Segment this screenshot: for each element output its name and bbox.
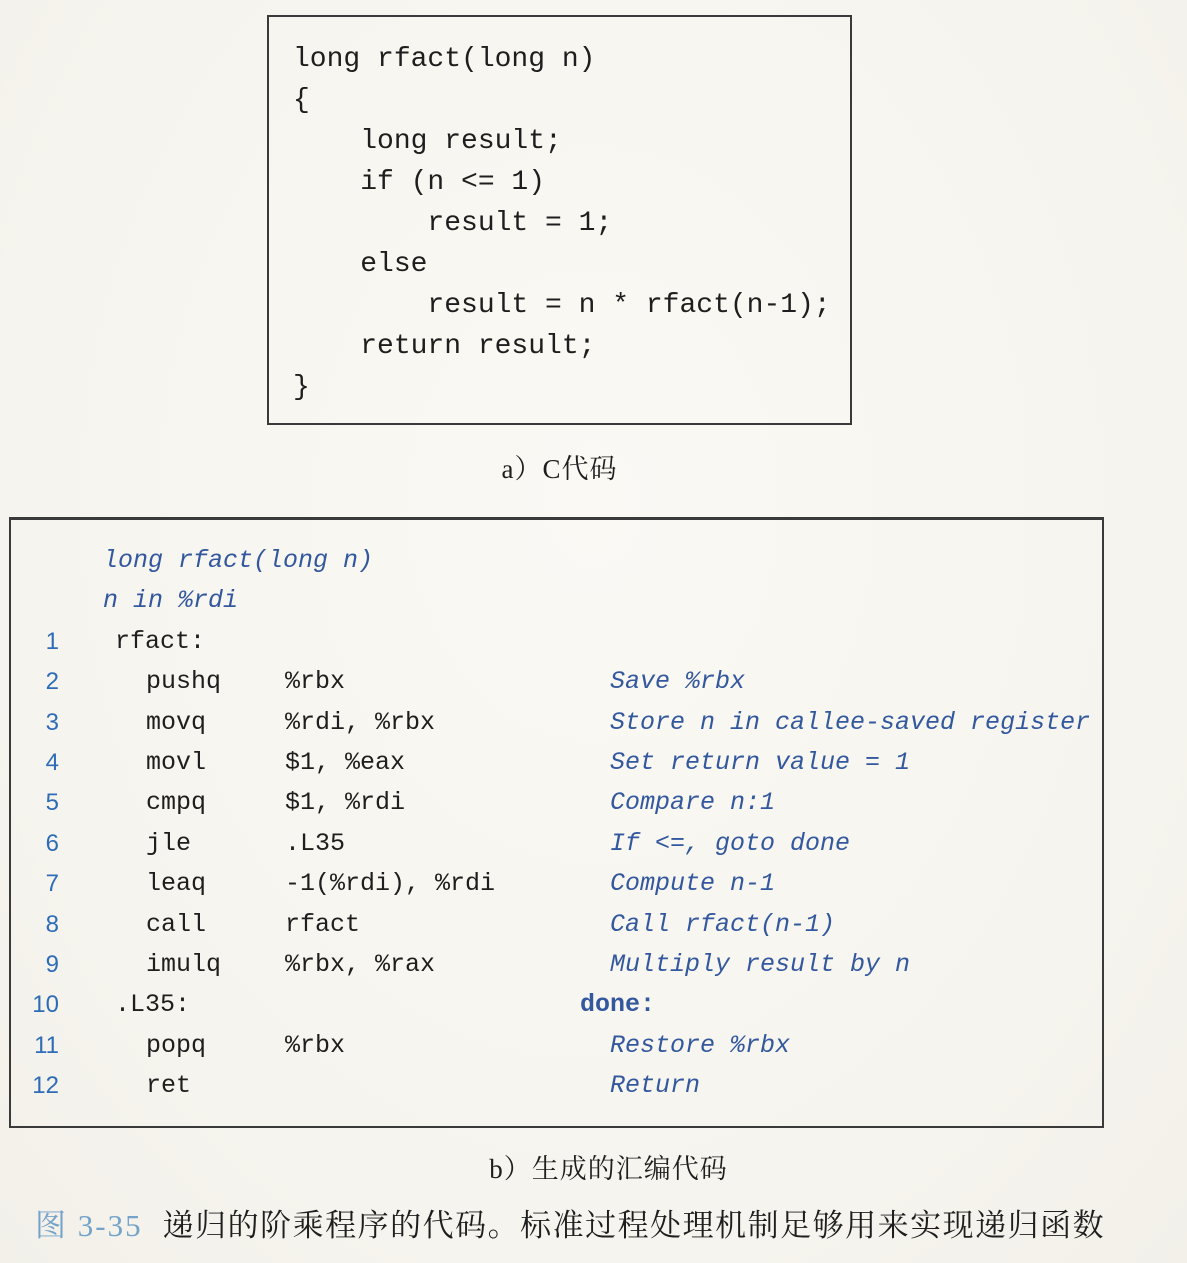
asm-operands: $1, %rdi (285, 788, 406, 818)
asm-operands: %rbx (285, 667, 346, 697)
c-code-line: else (293, 249, 428, 280)
c-code-panel (267, 15, 852, 425)
line-number: 3 (45, 708, 59, 736)
c-code-line: if (n <= 1) (293, 167, 546, 198)
asm-comment-label: done: (580, 990, 656, 1020)
asm-mnemonic: popq (146, 1030, 207, 1060)
figure-caption-text: 递归的阶乘程序的代码。标准过程处理机制足够用来实现递归函数 (162, 1208, 1106, 1243)
figure-number: 图 3-35 (35, 1208, 143, 1243)
line-number: 2 (45, 668, 59, 696)
asm-header-register-note: n in %rdi (103, 586, 239, 616)
c-code-line: { (293, 85, 310, 116)
asm-row (11, 783, 1102, 823)
asm-header-row (11, 541, 1102, 581)
asm-comment: Save %rbx (610, 667, 746, 697)
c-code-line: } (293, 372, 310, 403)
asm-comment: Return (610, 1071, 701, 1101)
asm-row (11, 945, 1102, 985)
asm-operands: .L35 (285, 828, 346, 858)
line-number: 9 (45, 950, 59, 978)
asm-comment: Store n in callee-saved register (610, 707, 1091, 737)
line-number: 12 (32, 1072, 59, 1100)
asm-row (11, 1066, 1102, 1106)
asm-comment: Compare n:1 (610, 788, 776, 818)
asm-row (11, 743, 1102, 783)
line-number: 1 (45, 627, 59, 655)
line-number: 5 (45, 789, 59, 817)
asm-row (11, 703, 1102, 743)
asm-operands: -1(%rdi), %rdi (285, 869, 496, 899)
figure-caption (35, 1206, 1155, 1246)
asm-row (11, 1026, 1102, 1066)
asm-label: rfact: (115, 626, 206, 656)
asm-mnemonic: imulq (146, 949, 222, 979)
asm-mnemonic: leaq (146, 869, 207, 899)
asm-row (11, 985, 1102, 1025)
asm-mnemonic: ret (146, 1071, 192, 1101)
c-code-line: long result; (293, 126, 562, 157)
line-number: 10 (32, 991, 59, 1019)
asm-comment: Multiply result by n (610, 949, 911, 979)
asm-row (11, 824, 1102, 864)
c-code-line: long rfact(long n) (293, 44, 596, 75)
asm-comment: If <=, goto done (610, 828, 851, 858)
c-code-line: result = n * rfact(n-1); (293, 290, 831, 321)
caption-assembly: b）生成的汇编代码 (489, 1154, 728, 1184)
caption-c-code: a）C代码 (501, 454, 618, 484)
asm-mnemonic: movl (146, 747, 207, 777)
asm-row (11, 864, 1102, 904)
line-number: 6 (45, 829, 59, 857)
asm-header-signature: long rfact(long n) (103, 546, 374, 575)
assembly-panel (9, 517, 1104, 1128)
asm-mnemonic: call (146, 909, 207, 939)
asm-mnemonic: cmpq (146, 788, 207, 818)
line-number: 7 (45, 870, 59, 898)
asm-row (11, 622, 1102, 662)
asm-row (11, 905, 1102, 945)
line-number: 4 (45, 748, 59, 776)
asm-comment: Restore %rbx (610, 1030, 791, 1060)
asm-mnemonic: movq (146, 707, 207, 737)
asm-operands: %rbx, %rax (285, 949, 436, 979)
asm-comment: Compute n-1 (610, 869, 776, 899)
asm-operands: %rdi, %rbx (285, 707, 436, 737)
asm-operands: rfact (285, 909, 361, 939)
assembly-listing (11, 541, 1102, 1106)
asm-operands: %rbx (285, 1030, 346, 1060)
asm-comment: Set return value = 1 (610, 747, 911, 777)
asm-row (11, 662, 1102, 702)
asm-mnemonic: pushq (146, 667, 222, 697)
asm-comment: Call rfact(n-1) (610, 909, 836, 939)
asm-operands: $1, %eax (285, 747, 406, 777)
line-number: 8 (45, 910, 59, 938)
asm-mnemonic: jle (146, 828, 192, 858)
c-code-line: return result; (293, 331, 596, 362)
c-code-line: result = 1; (293, 208, 613, 239)
line-number: 11 (34, 1031, 59, 1059)
asm-header-row (11, 581, 1102, 621)
asm-label: .L35: (115, 990, 191, 1020)
